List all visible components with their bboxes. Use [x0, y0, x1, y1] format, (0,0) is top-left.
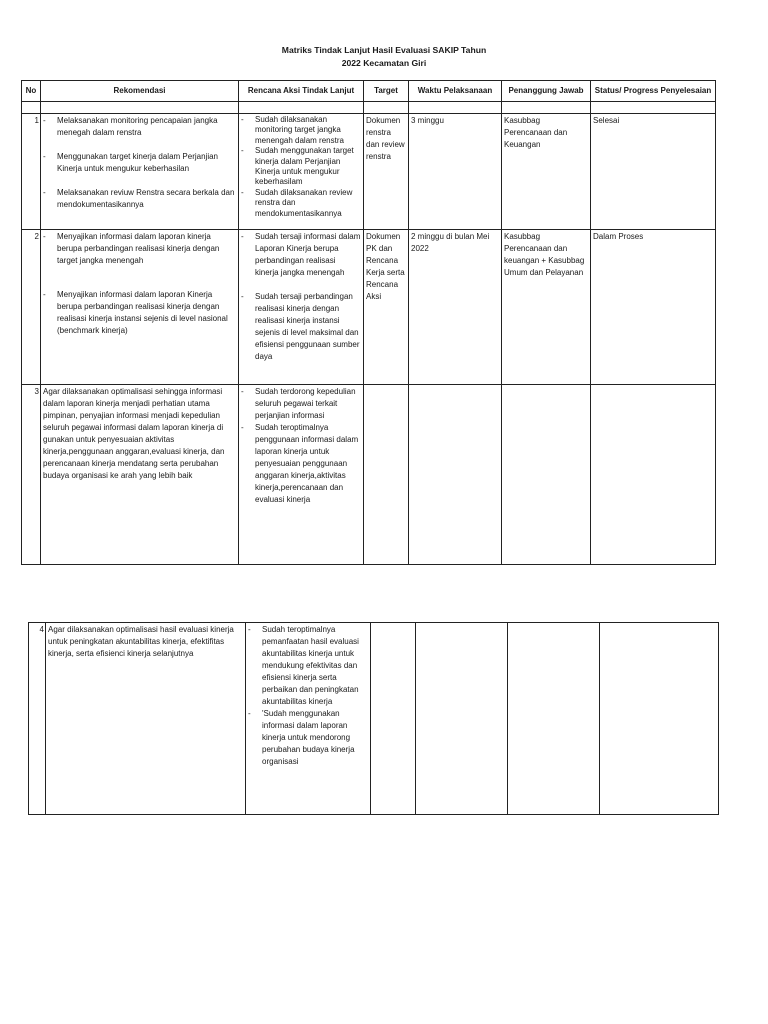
header-status: Status/ Progress Penyelesaian — [591, 81, 716, 102]
list-item: - Menyajikan informasi dalam laporan Kinerja berupa perbandingan realisasi kinerja dengan realisasi kinerja instansi sejenis di level nasional (benchmark kinerja) — [43, 290, 228, 335]
rekomendasi-cell: Agar dilaksanakan optimalisasi hasil evaluasi kinerja untuk peningkatan akuntabilitas kinerja, efektifitas kinerja, serta efisienci kinerja selanjutnya — [46, 623, 246, 815]
row-number: 2 — [22, 230, 41, 385]
waktu-cell — [409, 385, 502, 565]
target-cell — [371, 623, 416, 815]
rekomendasi-cell — [41, 230, 239, 385]
status-cell: Dalam Proses — [591, 230, 716, 385]
penanggung-jawab-cell: Kasubbag Perencanaan dan Keuangan — [502, 114, 591, 230]
continuation-table — [28, 622, 719, 815]
waktu-cell: 2 minggu di bulan Mei 2022 — [409, 230, 502, 385]
rencana-aksi-cell — [246, 623, 371, 815]
table-header-row — [22, 81, 716, 102]
header-no: No — [22, 81, 41, 102]
penanggung-jawab-cell — [508, 623, 600, 815]
waktu-cell — [416, 623, 508, 815]
waktu-cell: 3 minggu — [409, 114, 502, 230]
main-table — [21, 80, 716, 565]
list-item: - Sudah teroptimalnya penggunaan informasi dalam laporan kinerja untuk penyesuaian penggunaan anggaran kinerja,aktivitas kinerja,perencanaan dan evaluasi kinerja — [241, 423, 359, 504]
header-waktu: Waktu Pelaksanaan — [409, 81, 502, 102]
rencana-aksi-cell — [239, 230, 364, 385]
penanggung-jawab-cell: Kasubbag Perencanaan dan keuangan + Kasubbag Umum dan Pelayanan — [502, 230, 591, 385]
rekomendasi-cell — [41, 114, 239, 230]
table-row-3 — [22, 385, 716, 565]
status-cell — [600, 623, 719, 815]
rencana-aksi-cell — [239, 385, 364, 565]
table-row-4 — [29, 623, 719, 815]
list-item: - Melaksanakan monitoring pencapaian jangka menegah dalam renstra — [43, 116, 218, 137]
target-cell: Dokumen PK dan Rencana Kerja serta Rencana Aksi — [364, 230, 409, 385]
header-target: Target — [364, 81, 409, 102]
document-title-line-1: Matriks Tindak Lanjut Hasil Evaluasi SAKIP Tahun — [281, 45, 487, 55]
list-item: - 'Sudah menggunakan informasi dalam laporan kinerja untuk mendorong perubahan budaya kinerja organisasi — [248, 709, 355, 766]
list-item: - Sudah terdorong kepedulian seluruh pegawai terkait perjanjian informasi — [241, 387, 356, 420]
penanggung-jawab-cell — [502, 385, 591, 565]
table-spacer-row — [22, 102, 716, 114]
list-item: - Menyajikan informasi dalam laporan kinerja berupa perbandingan realisasi kinerja dengan target jangka menengah — [43, 232, 220, 265]
list-item: - Sudah teroptimalnya pemanfaatan hasil evaluasi akuntabilitas kinerja untuk mendukung efektivitas dan efisiensi kinerja serta perbaikan dan peningkatan akuntabilitas kinerja — [248, 625, 359, 706]
header-rekomendasi: Rekomendasi — [41, 81, 239, 102]
target-cell — [364, 385, 409, 565]
table-row-2 — [22, 230, 716, 385]
header-penanggung-jawab: Penanggung Jawab — [502, 81, 591, 102]
list-item: - Sudah menggunakan target kinerja dalam Perjanjian Kinerja untuk mengukur keberhasilam — [241, 146, 354, 187]
list-item: - Sudah dilaksanakan monitoring target jangka menengah dalam renstra — [241, 115, 344, 145]
list-item: - Sudah tersaji perbandingan realisasi kinerja dengan realisasi kinerja instansi sejenis di level maksimal dan efisiensi penggunaan sumber daya — [241, 292, 360, 361]
rencana-aksi-cell — [239, 114, 364, 230]
list-item: - Menggunakan target kinerja dalam Perjanjian Kinerja untuk mengukur keberhasilan — [43, 152, 218, 173]
list-item: - Sudah tersaji informasi dalam Laporan Kinerja berupa perbandingan realisasi kinerja jangka menengah — [241, 232, 361, 277]
status-cell — [591, 385, 716, 565]
document-title-line-2: 2022 Kecamatan Giri — [341, 58, 427, 68]
row-number: 3 — [22, 385, 41, 565]
list-item: - Sudah dilaksanakan review renstra dan mendokumentasikannya — [241, 187, 353, 218]
list-item: - Melaksanakan reviuw Renstra secara berkala dan mendokumentasikannya — [43, 188, 235, 209]
header-rencana-aksi: Rencana Aksi Tindak Lanjut — [239, 81, 364, 102]
rekomendasi-cell: Agar dilaksanakan optimalisasi sehingga informasi dalam laporan kinerja menjadi perhatian utama pimpinan, penyajian informasi menjadi kepedulian seluruh pegawai informasi dalam laporan kinerja di gunakan untuk penyesuaian aktivitas kinerja,penggunaan anggaran,evaluasi kinerja, dan perencanaan kinerja mendatang serta perubahan budaya organisasi ke arah yang lebih baik — [41, 385, 239, 565]
row-number: 1 — [22, 114, 41, 230]
table-row-1 — [22, 114, 716, 230]
row-number: 4 — [29, 623, 46, 815]
target-cell: Dokumen renstra dan review renstra — [364, 114, 409, 230]
status-cell: Selesai — [591, 114, 716, 230]
